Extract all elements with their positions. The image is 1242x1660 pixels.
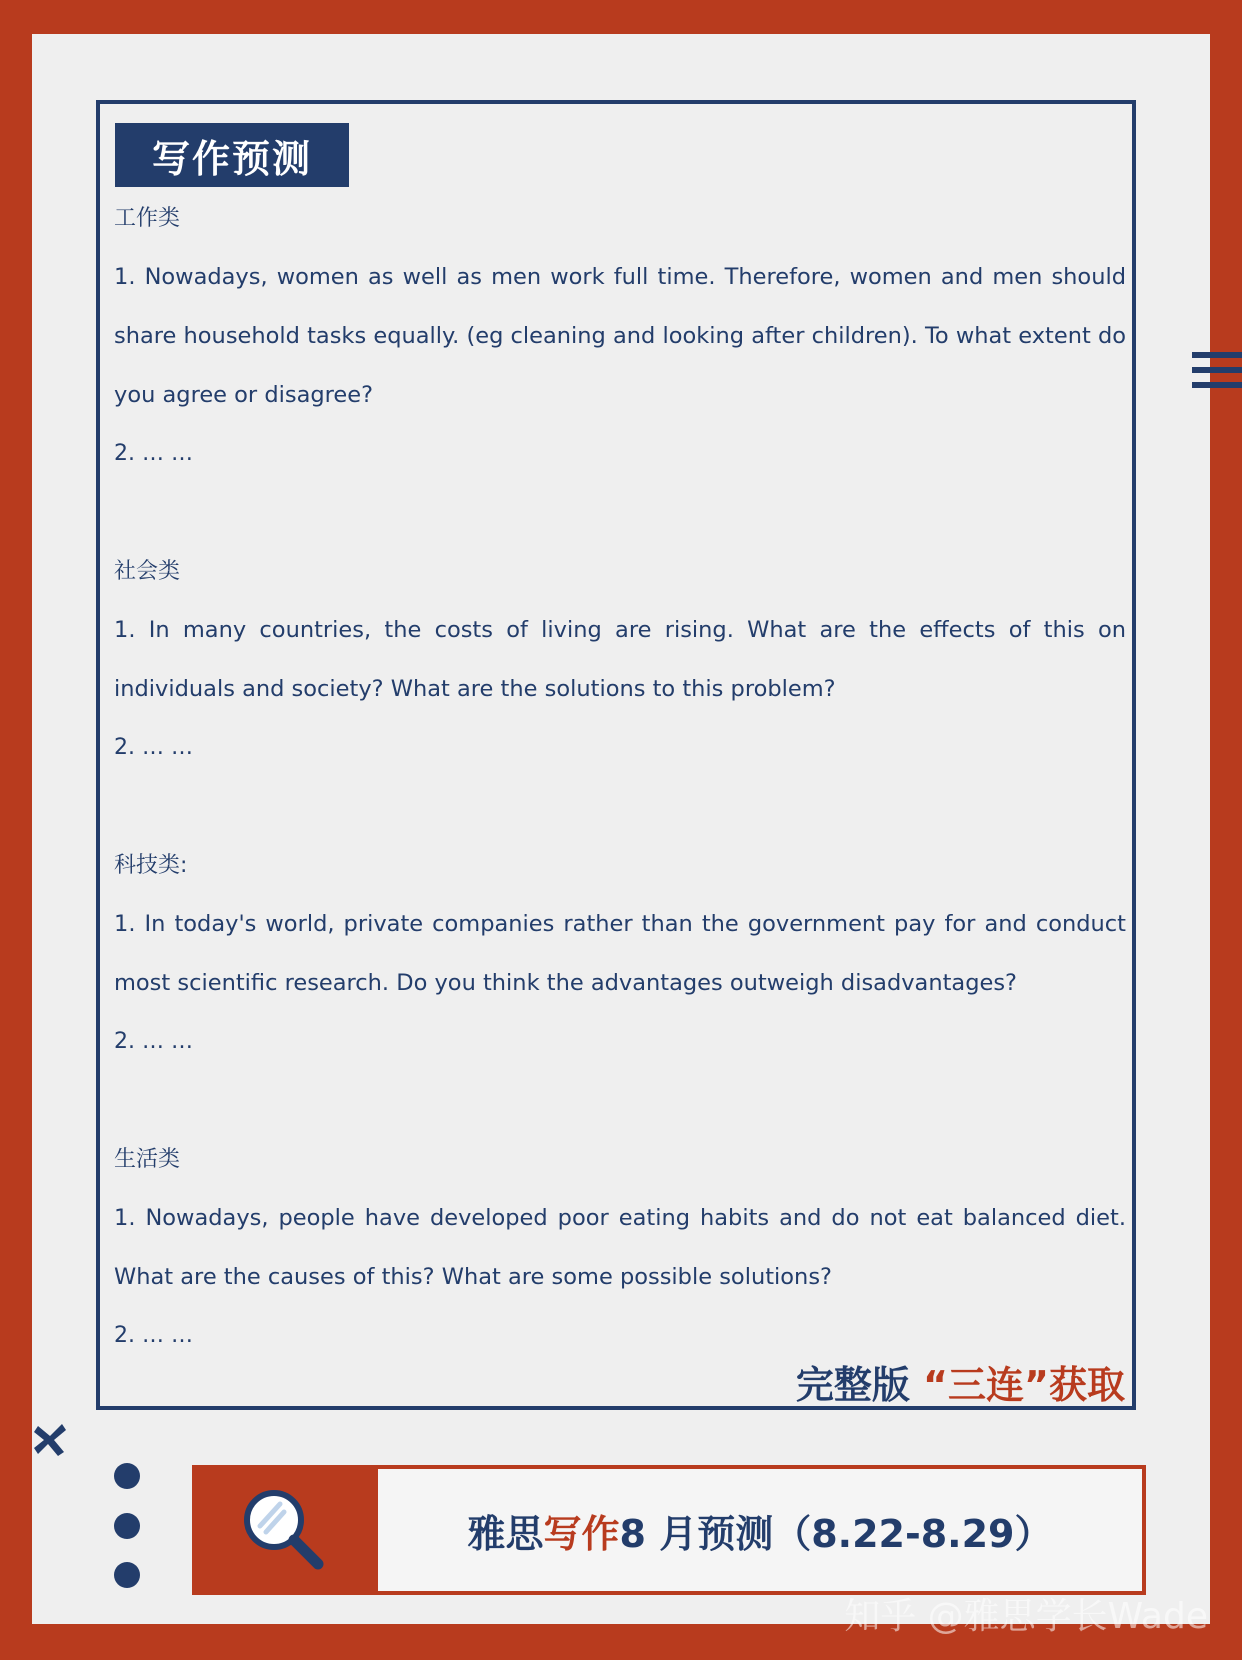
banner-part-2: 写作 <box>543 1511 620 1556</box>
section-work <box>114 190 1126 483</box>
banner-title <box>374 1465 1146 1595</box>
question-text: 1. In many countries, the costs of living are rising. What are the effects of this on individuals and society? What are the solutions to this problem? <box>114 617 1126 702</box>
decorative-dot <box>114 1562 140 1588</box>
category-label: 科技类: <box>114 853 188 878</box>
decorative-dot <box>114 1463 140 1489</box>
banner-icon-box <box>192 1465 376 1595</box>
magnifier-icon <box>236 1482 332 1578</box>
question-text: 1. In today's world, private companies rather than the government pay for and conduct most scientific research. Do you think the advantages outweigh disadvantages? <box>114 911 1126 996</box>
category-label: 工作类 <box>114 206 181 231</box>
section-society <box>114 543 1126 777</box>
forecast-content <box>114 190 1126 1365</box>
more-indicator: 2. … … <box>114 735 193 760</box>
banner-part-1: 雅思 <box>467 1511 544 1556</box>
more-indicator: 2. … … <box>114 1323 193 1348</box>
category-label: 生活类 <box>114 1147 181 1172</box>
category-label: 社会类 <box>114 559 181 584</box>
banner-part-3: 8 月预测（8.22-8.29） <box>619 1511 1053 1556</box>
more-indicator: 2. … … <box>114 1029 193 1054</box>
cta-part-2: “三连”获取 <box>923 1363 1125 1407</box>
section-life <box>114 1131 1126 1365</box>
more-indicator: 2. … … <box>114 441 193 466</box>
page-title: 写作预测 <box>115 123 349 187</box>
section-technology <box>114 837 1126 1071</box>
question-text: 1. Nowadays, people have developed poor eating habits and do not eat balanced diet. What are the causes of this? What are some possible solutions? <box>114 1205 1126 1290</box>
cta-text <box>730 1362 1125 1408</box>
question-text: 1. Nowadays, women as well as men work full time. Therefore, women and men should share household tasks equally. (eg cleaning and looking after children). To what extent do you agree or disagree? <box>114 264 1126 408</box>
decorative-dot <box>114 1513 140 1539</box>
cross-icon <box>30 1420 70 1464</box>
cta-part-1: 完整版 <box>795 1363 924 1407</box>
decorative-lines <box>1192 352 1242 397</box>
watermark: 知乎 @雅思学长Wade <box>844 1596 1208 1637</box>
